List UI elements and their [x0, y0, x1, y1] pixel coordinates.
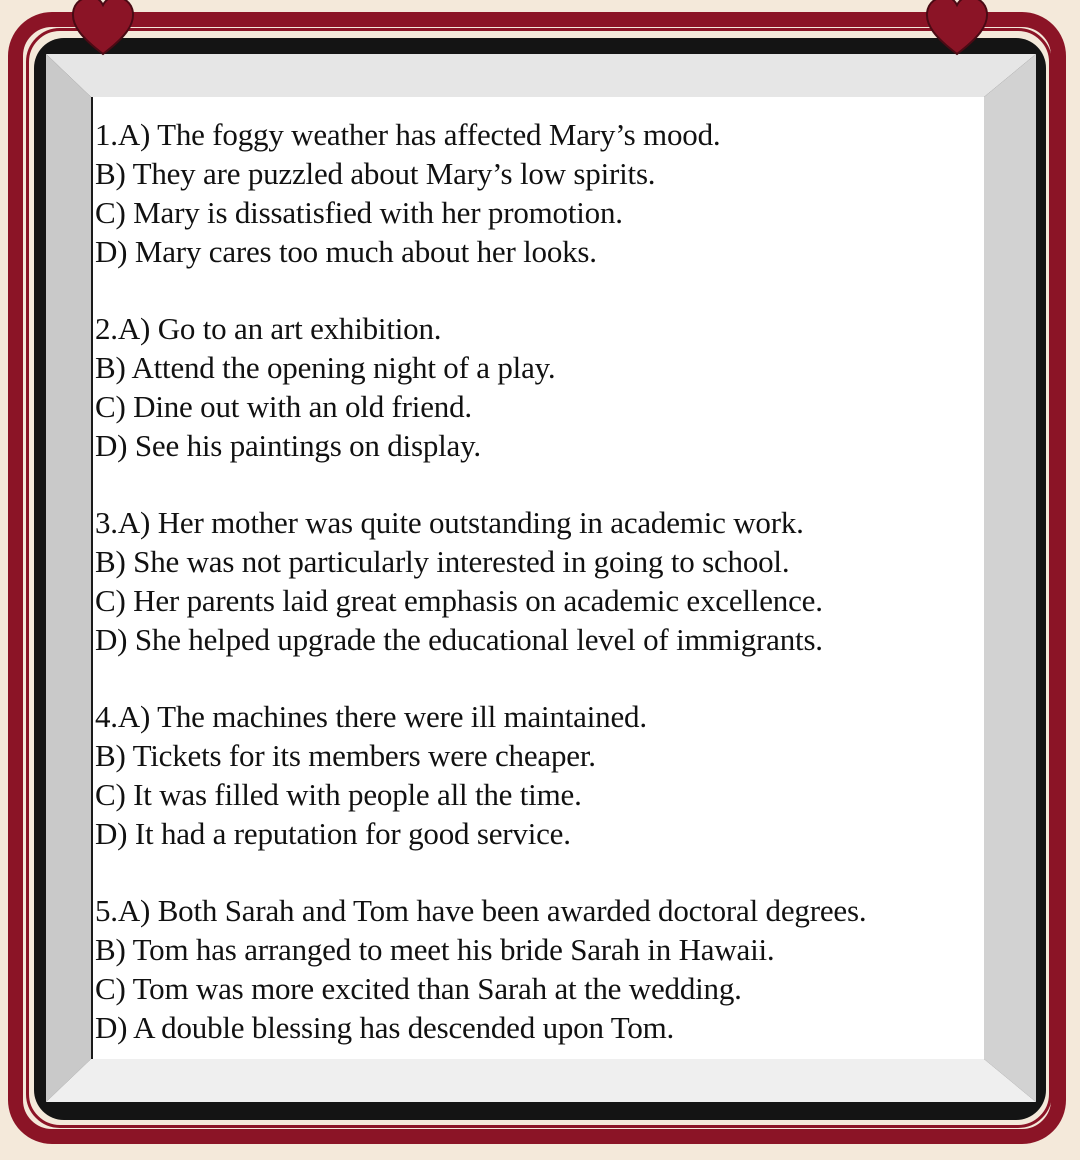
- option-line: C) It was filled with people all the time.: [95, 777, 582, 812]
- option-line: 5.A) Both Sarah and Tom have been awarded doctoral degrees.: [95, 893, 867, 928]
- option-line: B) Tickets for its members were cheaper.: [95, 738, 596, 773]
- question-4: [95, 697, 975, 853]
- question-2: [95, 309, 975, 465]
- option-line: D) It had a reputation for good service.: [95, 816, 571, 851]
- heart-icon: [924, 0, 990, 56]
- option-line: B) They are puzzled about Mary’s low spirits.: [95, 156, 656, 191]
- option-line: D) A double blessing has descended upon Tom.: [95, 1010, 675, 1045]
- option-line: 2.A) Go to an art exhibition.: [95, 311, 442, 346]
- option-line: B) Tom has arranged to meet his bride Sarah in Hawaii.: [95, 932, 775, 967]
- option-line: C) Tom was more excited than Sarah at the wedding.: [95, 971, 742, 1006]
- option-line: 1.A) The foggy weather has affected Mary’s mood.: [95, 117, 721, 152]
- option-line: C) Mary is dissatisfied with her promotion.: [95, 195, 623, 230]
- option-line: D) See his paintings on display.: [95, 428, 481, 463]
- option-line: 4.A) The machines there were ill maintained.: [95, 699, 647, 734]
- question-5: [95, 891, 975, 1047]
- option-line: D) She helped upgrade the educational level of immigrants.: [95, 622, 823, 657]
- option-line: B) She was not particularly interested in going to school.: [95, 544, 790, 579]
- option-line: D) Mary cares too much about her looks.: [95, 234, 597, 269]
- option-line: B) Attend the opening night of a play.: [95, 350, 556, 385]
- question-sheet: [91, 97, 984, 1059]
- option-line: C) Dine out with an old friend.: [95, 389, 472, 424]
- question-3: [95, 503, 975, 659]
- question-1: [95, 115, 975, 271]
- option-line: C) Her parents laid great emphasis on academic excellence.: [95, 583, 823, 618]
- heart-icon: [70, 0, 136, 56]
- option-line: 3.A) Her mother was quite outstanding in academic work.: [95, 505, 804, 540]
